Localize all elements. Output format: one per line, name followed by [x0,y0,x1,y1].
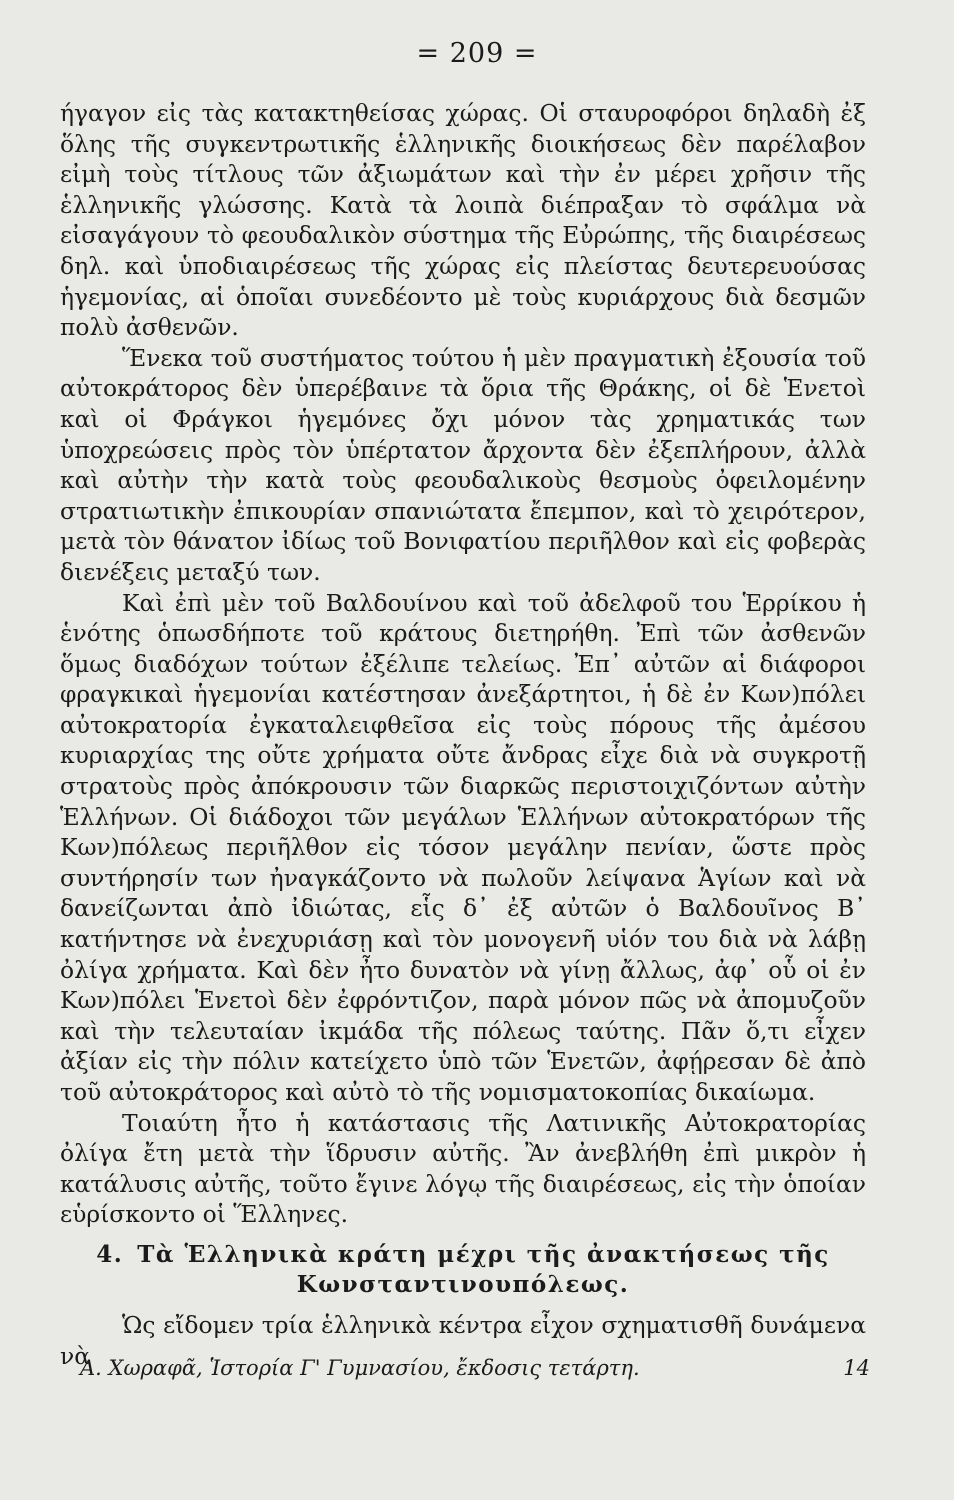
paragraph-2: Ἕνεκα τοῦ συστήματος τούτου ἡ μὲν πραγματικὴ ἐξουσία τοῦ αὐτοκράτορος δὲν ὑπερέβαινε τὰ ὅρια τῆς Θράκης, οἱ δὲ Ἑνετοὶ καὶ οἱ Φράγκοι ἡγεμόνες ὄχι μόνον τὰς χρηματικάς των ὑποχρεώσεις πρὸς τὸν ὑπέρτατον ἄρχοντα δὲν ἐξεπλήρουν, ἀλλὰ καὶ αὐτὴν τὴν κατὰ τοὺς φεουδαλικοὺς θεσμοὺς ὀφειλομένην στρατιωτικὴν ἐπικουρίαν σπανιώτατα ἔπεμπον, καὶ τὸ χειρότερον, μετὰ τὸν θάνατον ἰδίως τοῦ Βονιφατίου περιῆλθον καὶ εἰς φοβερὰς διενέξεις μεταξύ των. [60,343,866,586]
body-text [60,98,866,1371]
section-heading [60,1240,866,1300]
paragraph-1: ήγαγον εἰς τὰς κατακτηθείσας χώρας. Οἱ σταυροφόροι δηλαδὴ ἐξ ὅλης τῆς συγκεντρωτικῆς ἑλληνικῆς διοικήσεως δὲν παρέλαβον εἰμὴ τοὺς τίτλους τῶν ἀξιωμάτων καὶ τὴν ἐν μέρει χρῆσιν τῆς ἑλληνικῆς γλώσσης. Κατὰ τὰ λοιπὰ διέπραξαν τὸ σφάλμα νὰ εἰσαγάγουν τὸ φεουδαλικὸν σύστημα τῆς Εὐρώπης, τῆς διαιρέσεως δηλ. καὶ ὑποδιαιρέσεως τῆς χώρας εἰς πλείστας δευτερευούσας ἡγεμονίας, αἱ ὁποῖαι συνεδέοντο μὲ τοὺς κυριάρχους διὰ δεσμῶν πολὺ ἀσθενῶν. [60,99,866,342]
paragraph-4: Τοιαύτη ἦτο ἡ κατάστασις τῆς Λατινικῆς Αὐτοκρατορίας ὀλίγα ἔτη μετὰ τὴν ἵδρυσιν αὐτῆς. Ἂν ἀνεβλήθη ἐπὶ μικρὸν ἡ κατάλυσις αὐτῆς, τοῦτο ἔγινε λόγῳ τῆς διαιρέσεως, εἰς τὴν ὁποίαν εὑρίσκοντο οἱ Ἕλληνες. [60,1108,866,1229]
paragraph-3: Καὶ ἐπὶ μὲν τοῦ Βαλδουίνου καὶ τοῦ ἀδελφοῦ του Ἑρρίκου ἡ ἑνότης ὁπωσδήποτε τοῦ κράτους διετηρήθη. Ἐπὶ τῶν ἀσθενῶν ὅμως διαδόχων τούτων ἐξέλιπε τελείως. Ἐπ᾿ αὐτῶν αἱ διάφοροι φραγκικαὶ ἡγεμονίαι κατέστησαν ἀνεξάρτητοι, ἡ δὲ ἐν Κων)πόλει αὐτοκρατορία ἐγκαταλειφθεῖσα εἰς τοὺς πόρους τῆς ἀμέσου κυριαρχίας της οὔτε χρήματα οὔτε ἄνδρας εἶχε διὰ νὰ συγκροτῇ στρατοὺς πρὸς ἀπόκρουσιν τῶν διαρκῶς περιστοιχιζόντων αὐτὴν Ἑλλήνων. Οἱ διάδοχοι τῶν μεγάλων Ἑλλήνων αὐτοκρατόρων τῆς Κων)πόλεως περιῆλθον εἰς τόσον μεγάλην πενίαν, ὥστε πρὸς συντήρησίν των ἠναγκάζοντο νὰ πωλοῦν λείψανα Ἁγίων καὶ νὰ δανείζωνται ἀπὸ ἰδιώτας, εἷς δ᾿ ἐξ αὐτῶν ὁ Βαλδουῖνος Β᾿ κατήντησε νὰ ἐνεχυριάσῃ καὶ τὸν μονογενῆ υἱόν του διὰ νὰ λάβῃ ὀλίγα χρήματα. Καὶ δὲν ἦτο δυνατὸν νὰ γίνῃ ἄλλως, ἀφ᾿ οὗ οἱ ἐν Κων)πόλει Ἑνετοὶ δὲν ἐφρόντιζον, παρὰ μόνον πῶς νὰ ἀπομυζοῦν καὶ τὴν τελευταίαν ἰκμάδα τῆς πόλεως ταύτης. Πᾶν ὅ,τι εἶχεν ἀξίαν εἰς τὴν πόλιν κατείχετο ὑπὸ τῶν Ἑνετῶν, ἀφῄρεσαν δὲ ἀπὸ τοῦ αὐτοκράτορος καὶ αὐτὸ τὸ τῆς νομισματοκοπίας δικαίωμα. [60,588,866,1106]
paragraph-5: Ὡς εἴδομεν τρία ἑλληνικὰ κέντρα εἶχον σχηματισθῆ δυνάμενα νὰ [60,1310,866,1370]
page-footer [80,1356,870,1380]
footer-citation: Α. Χωραφᾶ, Ἱστορία Γ' Γυμνασίου, ἔκδοσις τετάρτη. [80,1356,640,1380]
page-number: = 209 = [416,38,538,69]
signature-mark: 14 [843,1356,870,1380]
section-number: 4. [96,1240,124,1268]
section-title: Τὰ Ἑλληνικὰ κράτη μέχρι τῆς ἀνακτήσεως τῆς Κωνσταντινουπόλεως. [137,1240,830,1298]
